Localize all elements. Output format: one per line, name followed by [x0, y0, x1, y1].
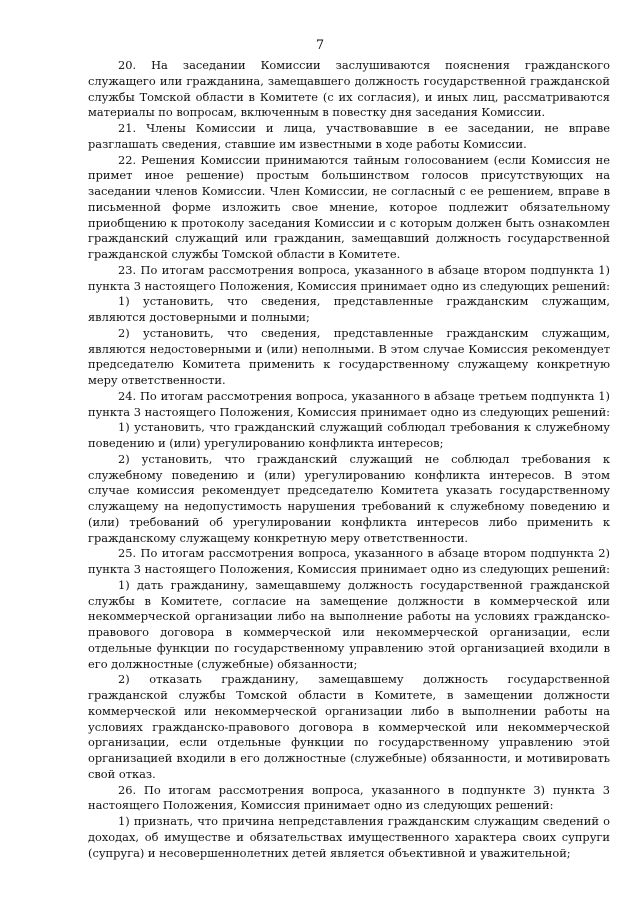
- paragraph-23-item-2: 2) установить, что сведения, представленные гражданским служащим, являются недостоверными и (или) неполными. В этом случае Комиссия рекомендует председателю Комитета применить к государственному служащему конкретную меру ответственности.: [88, 325, 610, 387]
- paragraph-24-item-1: 1) установить, что гражданский служащий соблюдал требования к служебному поведению и (или) урегулированию конфликта интересов;: [88, 420, 610, 450]
- paragraph-21: 21. Члены Комиссии и лица, участвовавшие в ее заседании, не вправе разглашать сведения, ставшие им известными в ходе работы Комиссии.: [88, 121, 610, 151]
- paragraph-23: 23. По итогам рассмотрения вопроса, указанного в абзаце втором подпункта 1) пункта 3 настоящего Положения, Комиссия принимает одно из следующих решений:: [88, 262, 611, 293]
- document-body: [88, 58, 610, 861]
- paragraph-20: 20. На заседании Комиссии заслушиваются пояснения гражданского служащего или гражданина, замещавшего должность государственной гражданской службы Томской области в Комитете (с их согласия), и иных лиц, рассматриваются материалы по вопросам, включенным в повестку дня заседания Комиссии.: [88, 58, 610, 120]
- page-number: 7: [315, 38, 325, 53]
- paragraph-26-item-1: 1) признать, что причина непредставления гражданским служащим сведений о доходах, об имуществе и обязательствах имущественного характера своих супруги (супруга) и несовершеннолетних детей является объективной и уважительной;: [88, 814, 610, 860]
- paragraph-25-item-2: 2) отказать гражданину, замещавшему должность государственной гражданской службы Томской области в Комитете, в замещении должности коммерческой или некоммерческой организации либо в выполнении работы на условиях гражданско-правового договора в коммерческой или некоммерческой организации, если отдельные функции по государственному управлению этой организацией входили в его должностные (служебные) обязанности, и мотивировать свой отказ.: [88, 672, 610, 781]
- paragraph-25-item-1: 1) дать гражданину, замещавшему должность государственной гражданской службы в Комитете, согласие на замещение должности в коммерческой или некоммерческой организации либо на выполнение работы на условиях гражданско-правового договора в коммерческой или некоммерческой организации, если отдельные функции по государственному управлению этой организацией входили в его должностные (служебные) обязанности;: [88, 577, 610, 671]
- paragraph-23-item-1: 1) установить, что сведения, представленные гражданским служащим, являются достоверными и полными;: [88, 294, 610, 324]
- paragraph-22: 22. Решения Комиссии принимаются тайным голосованием (если Комиссия не примет иное решение) простым большинством голосов присутствующих на заседании членов Комиссии. Член Комиссии, не согласный с ее решением, вправе в письменной форме изложить свое мнение, которое подлежит обязательному приобщению к протоколу заседания Комиссии и с которым должен быть ознакомлен гражданский служащий или гражданин, замещавший должность государственной гражданской службы Томской области в Комитете.: [88, 152, 610, 261]
- paragraph-26: 26. По итогам рассмотрения вопроса, указанного в подпункте 3) пункта 3 настоящего Положения, Комиссия принимает одно из следующих решений:: [88, 782, 610, 813]
- paragraph-24-item-2: 2) установить, что гражданский служащий не соблюдал требования к служебному поведению и (или) урегулированию конфликта интересов. В этом случае комиссия рекомендует председателю Комитета указать государственному служащему на недопустимость нарушения требований к служебному поведению и (или) требований об урегулировании конфликта интересов либо применить к гражданскому служащему конкретную меру ответственности.: [88, 451, 610, 545]
- paragraph-25: 25. По итогам рассмотрения вопроса, указанного в абзаце втором подпункта 2) пункта 3 настоящего Положения, Комиссия принимает одно из следующих решений:: [88, 546, 611, 576]
- paragraph-24: 24. По итогам рассмотрения вопроса, указанного в абзаце третьем подпункта 1) пункта 3 настоящего Положения, Комиссия принимает одно из следующих решений:: [88, 388, 611, 419]
